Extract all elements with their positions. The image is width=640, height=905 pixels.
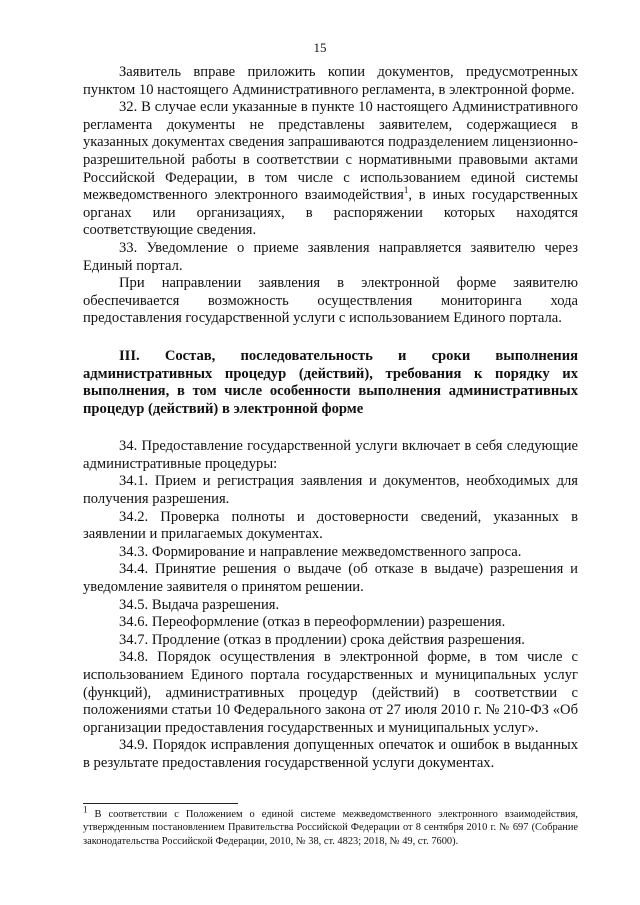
paragraph-34-4: 34.4. Принятие решения о выдаче (об отказе в выдаче) разрешения и уведомление заявителя о принятом решении. — [83, 561, 578, 596]
paragraph-34-7: 34.7. Продление (отказ в продлении) срока действия разрешения. — [119, 631, 525, 648]
footnote-marker: 1 — [83, 804, 88, 815]
paragraph-attach-copies: Заявитель вправе приложить копии документов, предусмотренных пунктом 10 настоящего Административного регламента, в электронной форме. — [83, 64, 578, 98]
footnote-body: В соответствии с Положением о единой системе межведомственного электронного взаимодействия, утвержденным постановлением Правительства Российской Федерации от 8 сентября 2010 г. № 697 (Собрание законодательства Российской Федерации, 2010, № 38, ст. 4823; 2018, № 49, ст. 7600). — [83, 809, 578, 847]
paragraph-34-3: 34.3. Формирование и направление межведомственного запроса. — [119, 543, 522, 560]
document-body — [83, 64, 578, 773]
paragraph-32-tail: , в иных государственных органах или организациях, в распоряжении которых находятся соответствующие сведения. — [83, 187, 578, 239]
paragraph-monitoring: При направлении заявления в электронной форме заявителю обеспечивается возможность осуществления мониторинга хода предоставления государственной услуги с использованием Единого портала. — [83, 275, 578, 327]
paragraph-34-9: 34.9. Порядок исправления допущенных опечаток и ошибок в выданных в результате предоставления государственной услуги документах. — [83, 737, 578, 771]
paragraph-32-text: 32. В случае если указанные в пункте 10 настоящего Административного регламента документы не представлены заявителем, содержащиеся в указанных документах сведения запрашиваются подразделением лицензионно-разрешительной работы в соответствии с нормативными правовыми актами Российской Федерации, в том числе с использованием единой системы межведомственного электронного взаимодействия — [83, 99, 578, 204]
paragraph-32 — [83, 99, 578, 240]
footnote-divider — [83, 803, 238, 804]
footnote-ref[interactable]: 1 — [403, 185, 409, 196]
spacer — [83, 418, 578, 438]
paragraph-33: 33. Уведомление о приеме заявления направляется заявителю через Единый портал. — [83, 239, 578, 274]
paragraph-34-5: 34.5. Выдача разрешения. — [119, 596, 280, 613]
paragraph-34-1: 34.1. Прием и регистрация заявления и документов, необходимых для получения разрешения. — [83, 473, 578, 508]
page-number: 15 — [313, 40, 327, 55]
spacer — [83, 328, 578, 348]
paragraph-34: 34. Предоставление государственной услуги включает в себя следующие административные процедуры: — [83, 438, 578, 472]
footnote-text — [83, 804, 578, 848]
paragraph-34-2: 34.2. Проверка полноты и достоверности сведений, указанных в заявлении и прилагаемых документах. — [83, 508, 578, 543]
footnote — [83, 804, 578, 848]
paragraph-34-8: 34.8. Порядок осуществления в электронной форме, в том числе с использованием Единого портала государственных и муниципальных услуг (функций), административных процедур (действий) в соответствии с положениями статьи 10 Федерального закона от 27 июля 2010 г. № 210-ФЗ «Об организации предоставления государственных и муниципальных услуг». — [83, 649, 578, 736]
paragraph-34-6: 34.6. Переоформление (отказ в переоформлении) разрешения. — [119, 614, 506, 631]
section-heading: III. Состав, последовательность и сроки выполнения административных процедур (действий), требования к порядку их выполнения, в том числе особенности выполнения административных процедур (действий) в электронной форме — [83, 347, 578, 417]
